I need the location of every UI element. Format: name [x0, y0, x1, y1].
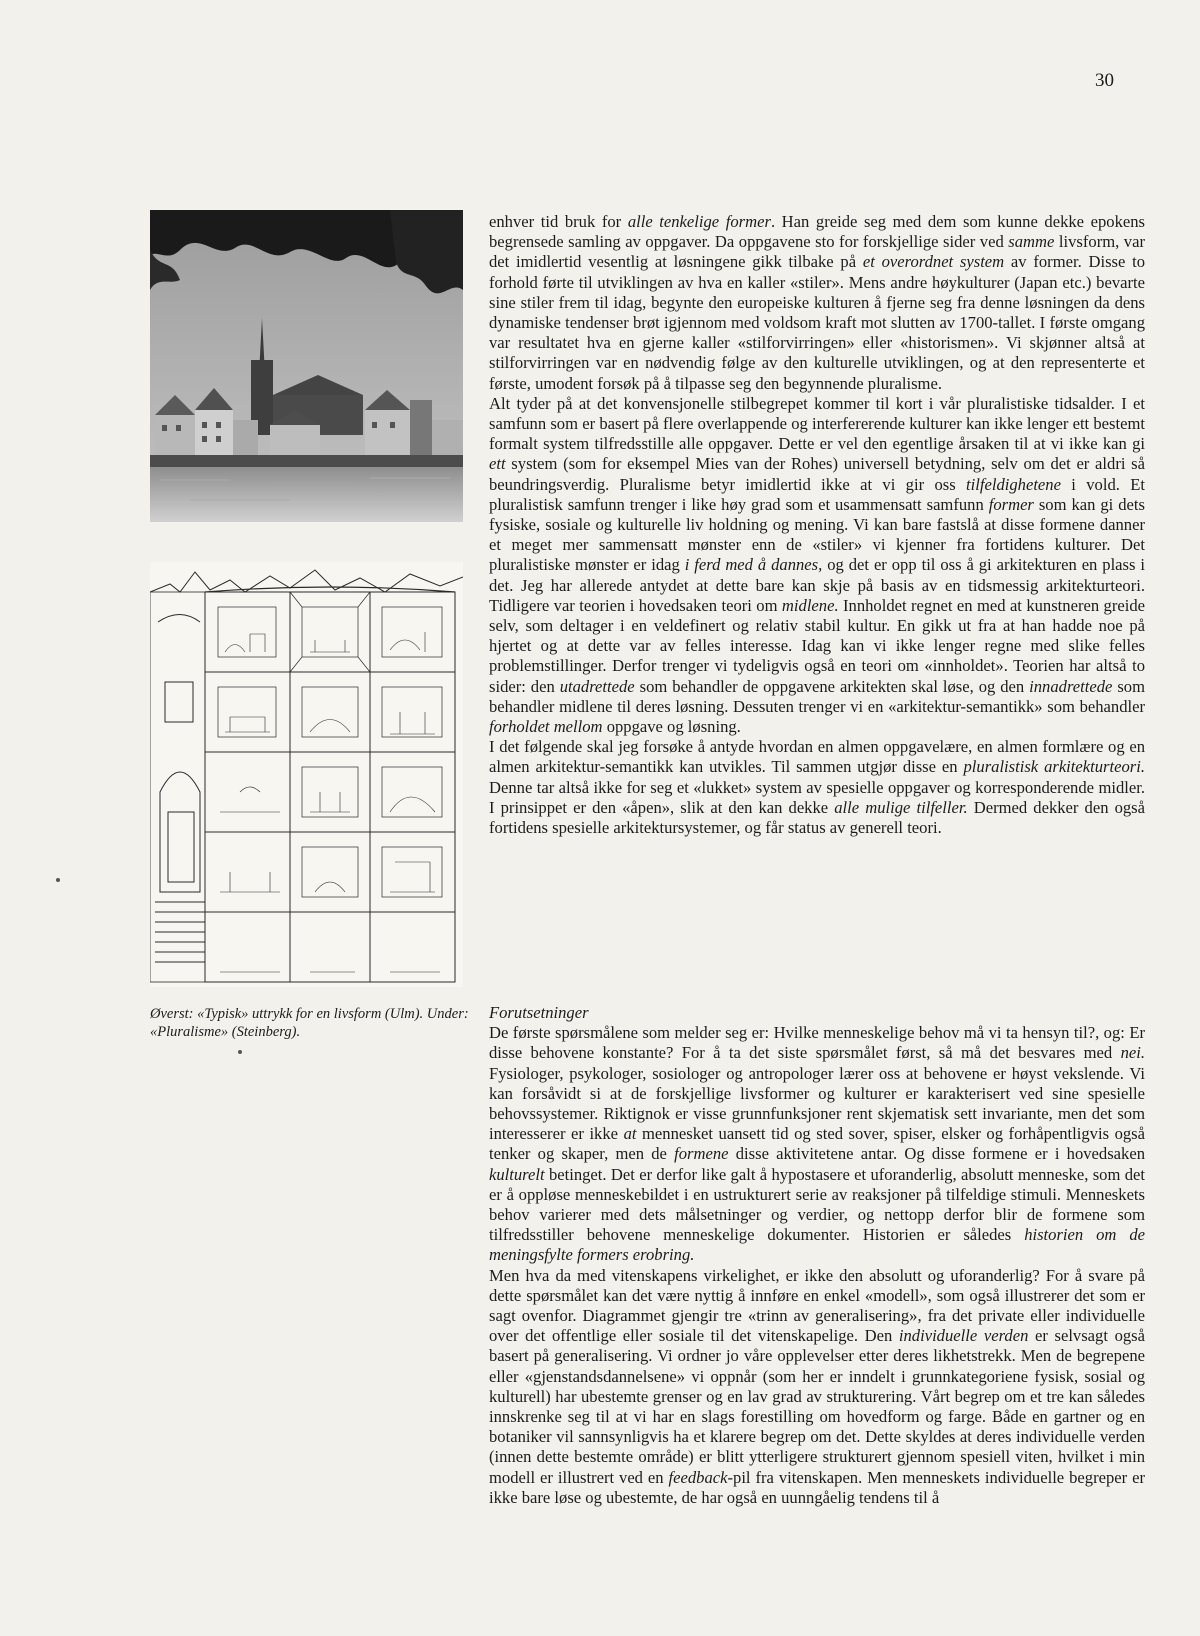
body-column-bottom [489, 1003, 1145, 1508]
paragraph: enhver tid bruk for alle tenkelige former. Han greide seg med dem som kunne dekke epokens begrensede samling av oppgaver. Da oppgavene sto for forskjellige sider ved samme livsform, var det imidlertid vesentlig at løsningene gikk tilbake på et overordnet system av former. Disse to forhold førte til utviklingen av hva en kaller «stiler». Mens andre høykulturer (Japan etc.) bevarte sine stiler frem til idag, begynte den europeiske kulturen å fjerne seg fra denne løsningen da dens dynamiske tendenser brøt igjennom med voldsom kraft mot slutten av 1700-tallet. I første omgang var resultatet hva en gjerne kaller «stilforvirringen» eller «historismen». Vi skjønner altså at stilforvirringen var en nødvendig følge av den kulturelle utviklingen, og at den representerte et første, umodent forsøk på å tilpasse seg den begynnende pluralisme. [489, 212, 1146, 393]
body-column-top [489, 212, 1145, 838]
section-heading: Forutsetninger [489, 1003, 589, 1022]
paragraph: I det følgende skal jeg forsøke å antyde hvordan en almen oppgavelære, en almen formlære og en almen arkitektur-semantikk kan utvikles. Til sammen utgjør disse en pluralistisk arkitekturteori. Denne tar altså ikke for seg et «lukket» system av spesielle oppgaver og korresponderende midler. I prinsippet er den «åpen», slik at den kan dekke alle mulige tilfeller. Dermed dekker den også fortidens spesielle arkitektursystemer, og får status av generell teori. [489, 737, 1145, 838]
scan-speck [56, 878, 60, 882]
figure-caption: Øverst: «Typisk» uttrykk for en livsform (Ulm). Under: «Pluralisme» (Steinberg). [150, 1006, 469, 1040]
paragraph: Alt tyder på at det konvensjonelle stilbegrepet kommer til kort i vår pluralistiske tidsalder. I et samfunn som er basert på flere overlappende og interfererende kulturer kan ikke lenger ett bestemt formalt system tilfredsstille alle oppgaver. Dette er vel den egentlige årsaken til at vi ikke kan gi ett system (som for eksempel Mies van der Rohes) universell betydning, selv om det er aldri så beundringsverdig. Pluralisme betyr imidlertid ikke at vi gir oss tilfeldighetene i vold. Et pluralistisk samfunn trenger i like høy grad som et usammensatt samfunn former som kan gi dets fysiske, sosiale og kulturelle liv holdning og mening. Vi kan bare fastslå at disse formene danner et meget mer sammensatt mønster enn de «stiler» vi kjenner fra fortidens kulturer. Det pluralistiske mønster er idag i ferd med å dannes, og det er opp til oss å gi arkitekturen en plass i det. Jeg har allerede antydet at dette bare kan skje på basis av en tidsmessig arkitekturteori. Tidligere var teorien i hovedsaken teori om midlene. Innholdet regnet en med at kunstneren greide selv, som deltager i en veldefinert og relativ stabil kultur. En gikk ut fra at han hadde noe på hjertet og at dette var av felles interesse. Idag kan vi ikke lenger regne med slike felles problemstillinger. Derfor trenger vi tydeligvis også en teori om «innholdet». Teorien har altså to sider: den utadrettede som behandler de oppgavene arkitekten skal løse, og den innadrettede som behandler midlene til deres løsning. Dessuten trenger vi en «arkitektur-semantikk» som behandler forholdet mellom oppgave og løsning. [489, 393, 1146, 737]
paragraph: Men hva da med vitenskapens virkelighet, er ikke den absolutt og uforanderlig? For å svare på dette spørsmålet kan det være nyttig å innføre en enkel «modell», som også illustrerer det som er sagt ovenfor. Diagrammet gjengir tre «trinn av generalisering», fra det private eller individuelle over det offentlige eller sosiale til det vitenskapelige. Den individuelle verden er selvsagt også basert på generalisering. Vi ordner jo våre opplevelser etter deres likhetstrekk. Men de begrepene eller «gjenstandsdannelsene» vi oppnår (som her er inndelt i grunnkategoriene fysisk, sosial og kulturell) har ubestemte grenser og en lav grad av strukturering. Vårt begrep om et tre kan således innskrenke seg til at vi har en slags forestilling om hovedform og farge. Både en gartner og en botaniker vil sannsynligvis ha et klarere begrep om det. Dette skyldes at deres individuelle verden (innen dette bestemte område) er blitt ytterligere strukturert gjennom spesiell viten, hvilket i min modell er illustrert ved en feedback-pil fra vitenskapen. Men menneskets individuelle begreper er ikke bare løse og ubestemte, de har også en uunngåelig tendens til å [489, 1265, 1145, 1507]
figures [150, 210, 466, 987]
page-number: 30 [1095, 70, 1114, 91]
paragraph: De første spørsmålene som melder seg er: Hvilke menneskelige behov må vi ta hensyn til?, og: Er disse behovene konstante? For å ta det siste spørsmålet først, så må det besvares med nei. Fysiologer, psykologer, sosiologer og antropologer lærer oss at behovene er høyst vekslende. Vi kan forsåvidt si at de forskjellige livsformer og kulturer er karakterisert ved sine spesielle behovssystemer. Riktignok er visse grunnfunksjoner rent skjematisk sett invariante, men det som interesserer er ikke at mennesket uansett tid og sted sover, spiser, elsker og forhåpentligvis også tenker og skaper, men de formene disse aktivitetene antar. Og disse formene er i hovedsaken kulturelt betinget. Det er derfor like galt å hypostasere et uforanderlig, absolutt menneske, som det er å oppløse menneskebildet i en ustrukturert serie av reaksjoner på tilfeldige stimuli. Menneskets behov varierer med dets målsetninger og verdier, og nettopp derfor blir de formene som tilfredsstiller behovene menneskelige dokumenter. Historien er således historien om de meningsfylte formers erobring. [489, 1023, 1145, 1265]
steinberg-pluralism-drawing [150, 562, 463, 987]
ulm-cathedral-photo [150, 210, 463, 522]
scan-speck [238, 1050, 242, 1054]
